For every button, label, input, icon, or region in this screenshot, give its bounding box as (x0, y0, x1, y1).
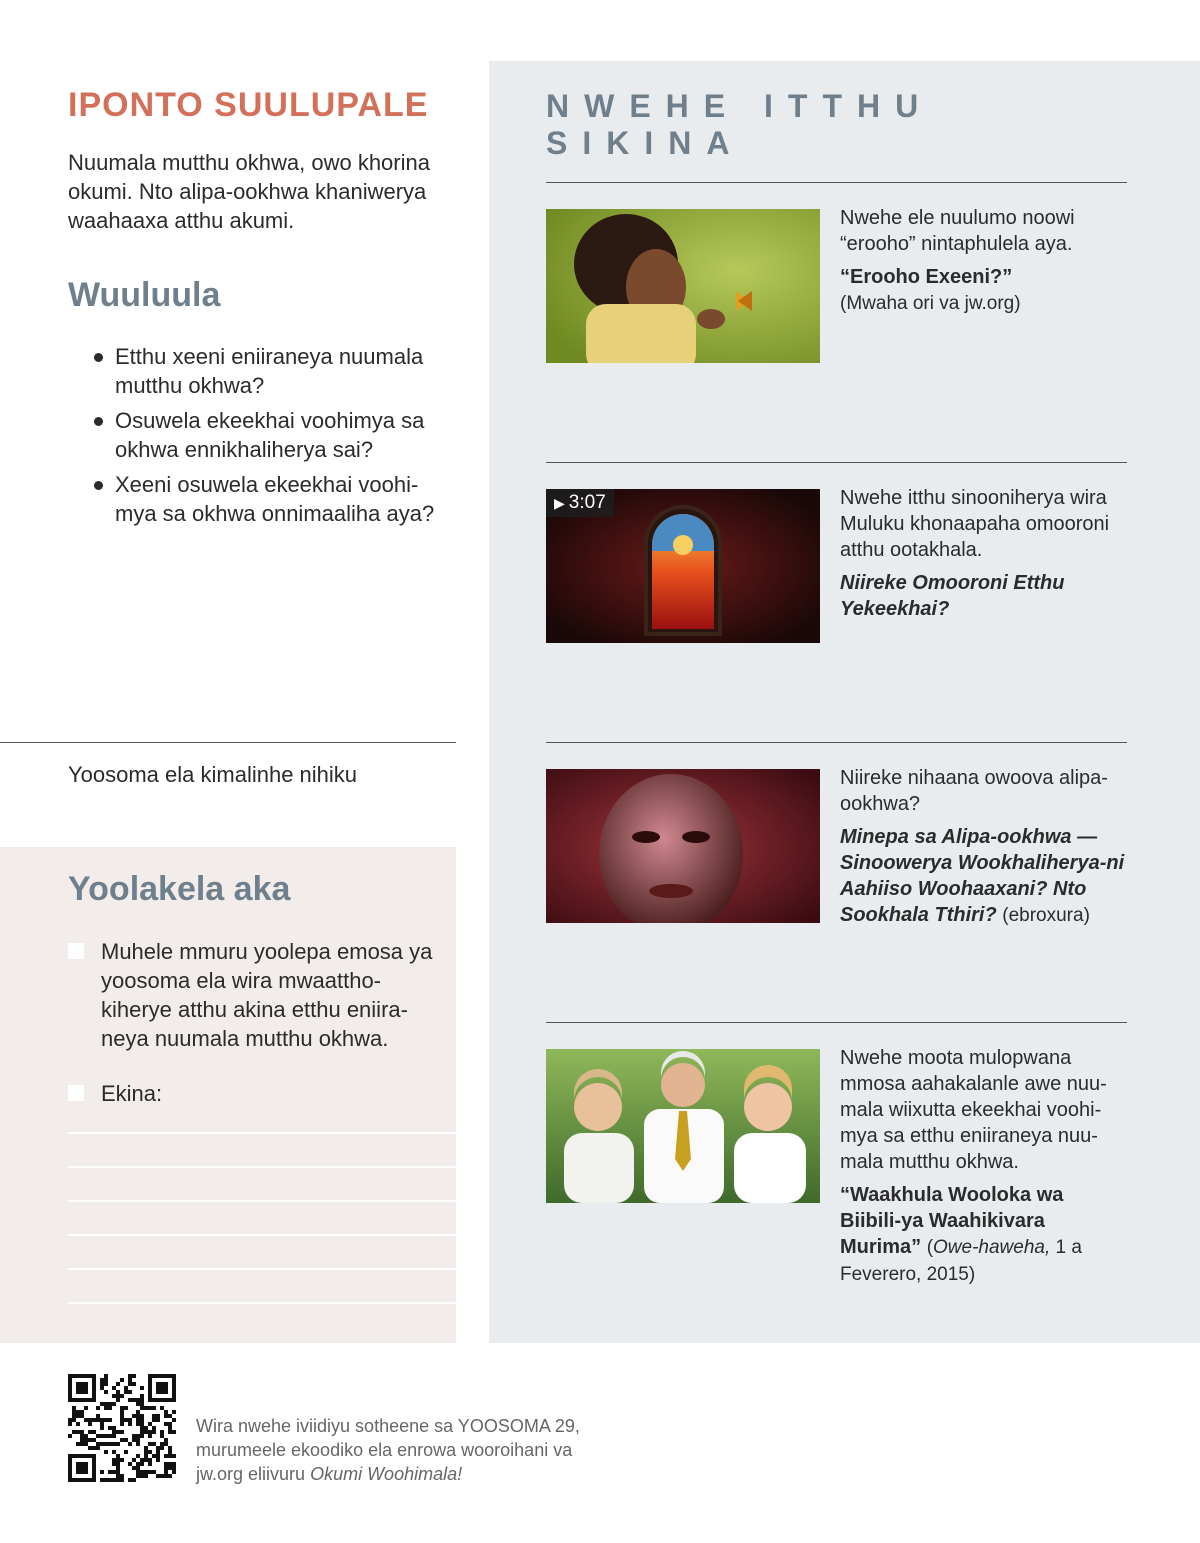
goal-item-text: Ekina: (101, 1081, 163, 1106)
goal-item (68, 1079, 438, 1108)
reference-source: (Mwaha ori va jw.org) (840, 293, 1021, 314)
review-question-list (93, 342, 453, 534)
three-people-conversation-photo[interactable] (546, 1049, 820, 1203)
explore-item-description: Niireke nihaana owoova alipa-ookhwa? (840, 767, 1108, 815)
review-question: Etthu xeeni eniiraneya nuumala mutthu okhwa? (93, 342, 453, 400)
reference-title[interactable]: “Erooho Exeeni?” (840, 266, 1013, 288)
qr-code[interactable] (68, 1374, 176, 1482)
explore-item-reference[interactable] (840, 824, 1130, 929)
divider (546, 742, 1127, 743)
write-line[interactable] (68, 1268, 456, 1270)
explore-item-description: Nwehe moota mulopwana mmosa aahakalanle awe nuu-mala wiixutta ekeekhai voohi-mya sa etthu eniiraneya nuu-mala mutthu okhwa. (840, 1047, 1107, 1173)
explore-item-reference[interactable] (840, 1182, 1130, 1288)
video-duration-badge: ▶ 3:07 (546, 489, 614, 517)
explore-title: NWEHE ITTHU SIKINA (546, 88, 934, 161)
divider (546, 462, 1127, 463)
explore-item-reference[interactable] (840, 570, 1130, 622)
divider (546, 182, 1127, 183)
write-line[interactable] (68, 1166, 456, 1168)
divider (546, 1022, 1127, 1023)
next-lesson-date-label: Yoosoma ela kimalinhe nihiku (68, 762, 358, 787)
write-line[interactable] (68, 1200, 456, 1202)
reference-source: (Owe-haweha, 1 a Feverero, 2015) (840, 1237, 1082, 1285)
goal-checkbox[interactable] (68, 1085, 84, 1101)
reference-title[interactable]: Minepa sa Alipa-ookhwa —Sinoowerya Wookhaliherya-ni Aahiiso Woohaaxani? Nto Sookhala Tthiri? (840, 826, 1125, 926)
reference-title[interactable]: “Waakhula Wooloka wa Biibili-ya Waahikivara Murima” (840, 1184, 1064, 1258)
explore-item (840, 1045, 1130, 1288)
review-question: Xeeni osuwela ekeekhai voohi-mya sa okhwa onnimaaliha aya? (93, 470, 453, 528)
reference-source: (ebroxura) (1002, 905, 1090, 926)
write-line[interactable] (68, 1234, 456, 1236)
goal-checkbox[interactable] (68, 943, 84, 959)
book-title: Okumi Woohimala! (310, 1464, 463, 1484)
goal-item (68, 937, 438, 1053)
summary-text: Nuumala mutthu okhwa, owo khorina okumi. Nto alipa-ookhwa khaniwerya waahaaxa atthu akumi. (68, 150, 430, 233)
explore-item-description: Nwehe itthu sinooniherya wira Muluku khonaapaha omooroni atthu ootakhala. (840, 487, 1110, 561)
summary-title: IPONTO SUULUPALE (68, 86, 429, 124)
stained-glass-hellfire-video[interactable] (546, 489, 820, 643)
explore-item-reference[interactable] (840, 264, 1130, 317)
girl-with-butterfly-photo[interactable] (546, 209, 820, 363)
man-face-red-light-photo[interactable] (546, 769, 820, 923)
explore-item (840, 485, 1130, 622)
write-line[interactable] (68, 1302, 456, 1304)
review-question: Osuwela ekeekhai voohimya sa okhwa ennikhaliherya sai? (93, 406, 453, 464)
explore-item (840, 205, 1130, 317)
play-icon: ▶ (554, 495, 565, 511)
review-title: Wuuluula (68, 276, 221, 314)
explore-item (840, 765, 1130, 929)
explore-item-description: Nwehe ele nuulumo noowi “erooho” nintaphulela aya. (840, 207, 1075, 255)
goal-item-text: Muhele mmuru yoolepa emosa ya yoosoma ela wira mwaattho-kiherye atthu akina etthu eniira-neya nuumala mutthu okhwa. (101, 939, 433, 1051)
reference-title[interactable]: Niireke Omooroni Etthu Yekeekhai? (840, 572, 1065, 620)
divider (0, 742, 456, 743)
footer-text: Wira nwehe iviidiyu sotheene sa YOOSOMA 29, murumeele ekoodiko ela enrowa wooroihani va jw.org eliivuru Okumi Woohimala! (196, 1416, 580, 1484)
write-line[interactable] (68, 1132, 456, 1134)
goal-title: Yoolakela aka (68, 870, 291, 908)
